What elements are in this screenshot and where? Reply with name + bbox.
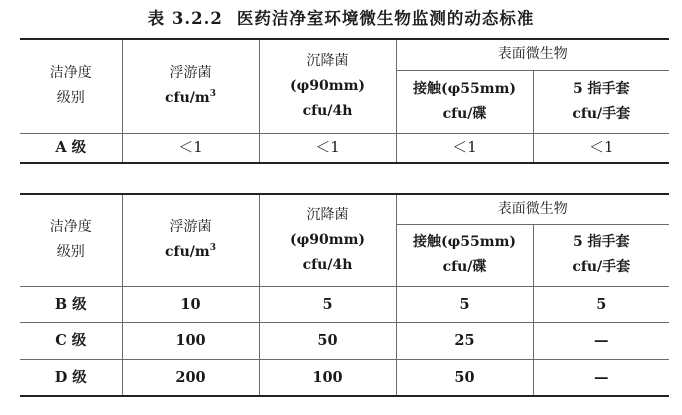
header-settle: 沉降菌 (φ90mm) cfu/4h xyxy=(259,194,396,286)
standards-table-bcd xyxy=(20,193,669,397)
header-contact: 接触(φ55mm) cfu/碟 xyxy=(396,70,533,133)
contact-cell: 25 xyxy=(396,322,533,359)
grade-cell: D 级 xyxy=(20,359,122,396)
table-row xyxy=(20,286,669,322)
contact-cell: 5 xyxy=(396,286,533,322)
settle-cell: 5 xyxy=(259,286,396,322)
header-glove: 5 指手套 cfu/手套 xyxy=(533,224,669,286)
table-number: 表 3.2.2 xyxy=(147,9,223,28)
grade-cell: A 级 xyxy=(20,133,122,163)
grade-cell: C 级 xyxy=(20,322,122,359)
table-row xyxy=(20,359,669,396)
header-glove: 5 指手套 cfu/手套 xyxy=(533,70,669,133)
header-grade: 洁净度 级别 xyxy=(20,194,122,286)
glove-cell: ＜1 xyxy=(533,133,669,163)
header-surface: 表面微生物 xyxy=(396,194,669,224)
header-settle: 沉降菌 (φ90mm) cfu/4h xyxy=(259,39,396,133)
header-airborne: 浮游菌 cfu/$m^3$ xyxy=(122,39,259,133)
settle-cell: 50 xyxy=(259,322,396,359)
glove-cell: — xyxy=(533,322,669,359)
settle-cell: 100 xyxy=(259,359,396,396)
table-row xyxy=(20,322,669,359)
standards-table-a xyxy=(20,38,669,164)
table-caption: 医药洁净室环境微生物监测的动态标准 xyxy=(236,9,535,28)
header-grade: 洁净度 级别 xyxy=(20,39,122,133)
header-contact: 接触(φ55mm) cfu/碟 xyxy=(396,224,533,286)
header-surface: 表面微生物 xyxy=(396,39,669,70)
contact-cell: 50 xyxy=(396,359,533,396)
airborne-cell: 10 xyxy=(122,286,259,322)
grade-cell: B 级 xyxy=(20,286,122,322)
airborne-cell: 200 xyxy=(122,359,259,396)
table-row xyxy=(20,133,669,163)
glove-cell: — xyxy=(533,359,669,396)
table-title xyxy=(0,5,682,29)
airborne-cell: 100 xyxy=(122,322,259,359)
header-airborne: 浮游菌 cfu/$m^3$ xyxy=(122,194,259,286)
airborne-cell: ＜1 xyxy=(122,133,259,163)
settle-cell: ＜1 xyxy=(259,133,396,163)
contact-cell: ＜1 xyxy=(396,133,533,163)
glove-cell: 5 xyxy=(533,286,669,322)
